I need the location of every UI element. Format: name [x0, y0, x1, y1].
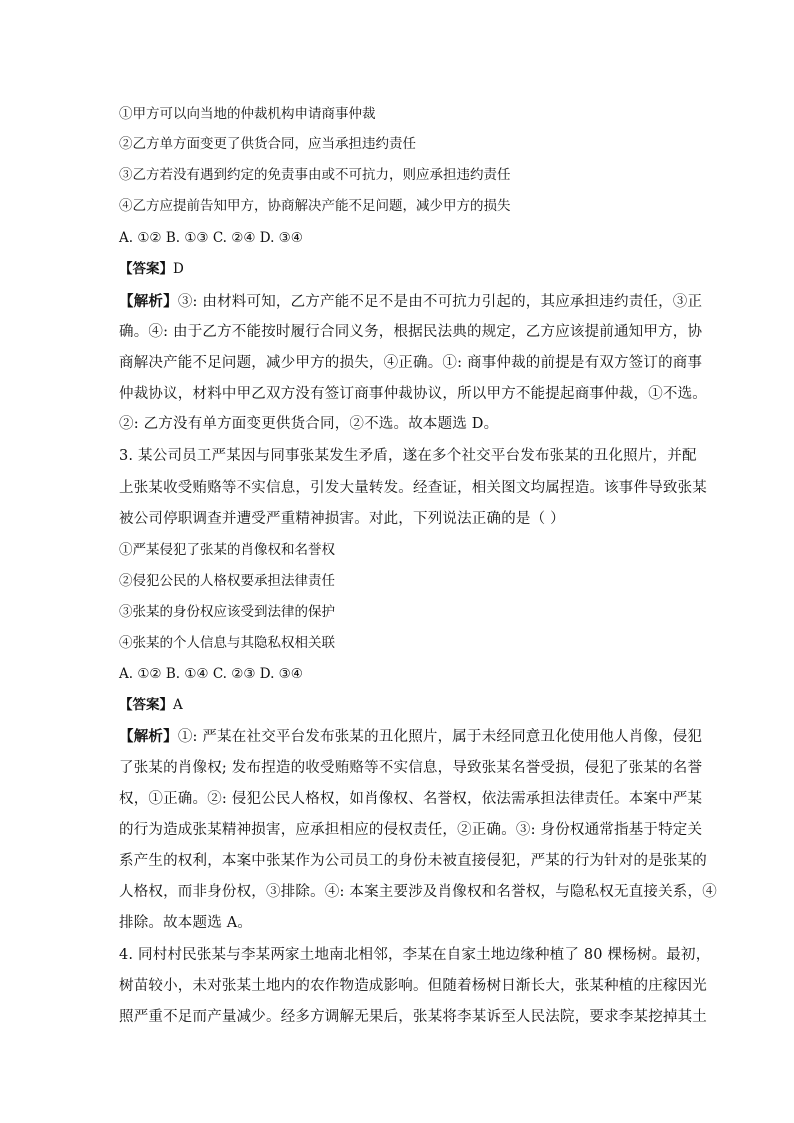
answer-label: 【答案】	[119, 697, 173, 713]
answer-value: A	[173, 697, 183, 713]
q3-stem-line-2: 上张某收受贿赂等不实信息，引发大量转发。经查证，相关图文均属捏造。该事件导致张某	[119, 480, 707, 496]
q2-option-1: ①甲方可以向当地的仲裁机构申请商事仲裁	[119, 106, 376, 122]
q3-answer	[119, 696, 183, 714]
q3-analysis-line-6: 人格权，而非身份权，③排除。④: 本案主要涉及肖像权和名誉权，与隐私权无直接关系，④	[119, 884, 717, 900]
q3-analysis-line-5: 系产生的权利，本案中张某作为公司员工的身份未被直接侵犯，严某的行为针对的是张某的	[119, 853, 707, 869]
q4-stem-line-3: 照严重不足而产量减少。经多方调解无果后，张某将李某诉至人民法院，要求李某挖掉其土	[119, 1009, 707, 1025]
q3-analysis-line-1	[119, 727, 702, 747]
q3-analysis-line-4: 的行为造成张某精神损害，应承担相应的侵权责任，②正确。③: 身份权通常指基于特定关	[119, 822, 703, 838]
q2-analysis-line-1	[119, 292, 702, 312]
q3-analysis-line-3: 权，①正确。②: 侵犯公民人格权，如肖像权、名誉权，依法需承担法律责任。本案中严某	[119, 791, 703, 807]
q3-option-3: ③张某的身份权应该受到法律的保护	[119, 604, 335, 620]
q2-choices: A. ①② B. ①③ C. ②④ D. ③④	[119, 230, 303, 246]
q3-option-1: ①严某侵犯了张某的肖像权和名誉权	[119, 542, 335, 558]
q2-option-2: ②乙方单方面变更了供货合同，应当承担违约责任	[119, 136, 416, 152]
q3-stem-line-1: 3. 某公司员工严某因与同事张某发生矛盾，遂在多个社交平台发布张某的丑化照片，并配	[119, 448, 697, 464]
q4-stem-line-2: 树苗较小，未对张某土地内的农作物造成影响。但随着杨树日渐长大，张某种植的庄稼因光	[119, 978, 707, 994]
analysis-text: ①: 严某在社交平台发布张某的丑化照片，属于未经同意丑化使用他人肖像，侵犯	[177, 729, 703, 745]
q2-analysis-line-4: 仲裁协议，材料中甲乙双方没有签订商事仲裁协议，所以甲方不能提起商事仲裁，①不选。	[119, 386, 707, 402]
analysis-text: ③: 由材料可知，乙方产能不足不是由不可抗力引起的，其应承担违约责任，③正	[177, 294, 703, 310]
q3-option-4: ④张某的个人信息与其隐私权相关联	[119, 635, 335, 651]
analysis-label: 【解析】	[119, 293, 178, 310]
q2-analysis-line-5: ②: 乙方没有单方面变更供货合同，②不选。故本题选 D。	[119, 416, 499, 432]
q2-option-3: ③乙方若没有遇到约定的免责事由或不可抗力，则应承担违约责任	[119, 167, 511, 183]
q2-option-4: ④乙方应提前告知甲方，协商解决产能不足问题，减少甲方的损失	[119, 198, 511, 214]
q4-stem-line-1: 4. 同村村民张某与李某两家土地南北相邻，李某在自家土地边缘种植了 80 棵杨树。最初，	[119, 947, 711, 963]
q2-analysis-line-3: 商解决产能不足问题，减少甲方的损失，④正确。①: 商事仲裁的前提是有双方签订的商事	[119, 355, 703, 371]
q3-stem-line-3: 被公司停职调查并遭受严重精神损害。对此，下列说法正确的是（ ）	[119, 511, 565, 527]
answer-value: D	[173, 261, 184, 277]
q2-answer	[119, 260, 184, 278]
q3-analysis-line-2: 了张某的肖像权; 发布捏造的收受贿赂等不实信息，导致张某名誉受损，侵犯了张某的名誉	[119, 760, 703, 776]
answer-label: 【答案】	[119, 261, 173, 277]
q3-choices: A. ①② B. ①④ C. ②③ D. ③④	[119, 666, 303, 682]
q3-analysis-line-7: 排除。故本题选 A。	[119, 915, 253, 931]
analysis-label: 【解析】	[119, 728, 178, 745]
q3-option-2: ②侵犯公民的人格权要承担法律责任	[119, 573, 335, 589]
q2-analysis-line-2: 确。④: 由于乙方不能按时履行合同义务，根据民法典的规定，乙方应该提前通知甲方，协	[119, 324, 703, 340]
